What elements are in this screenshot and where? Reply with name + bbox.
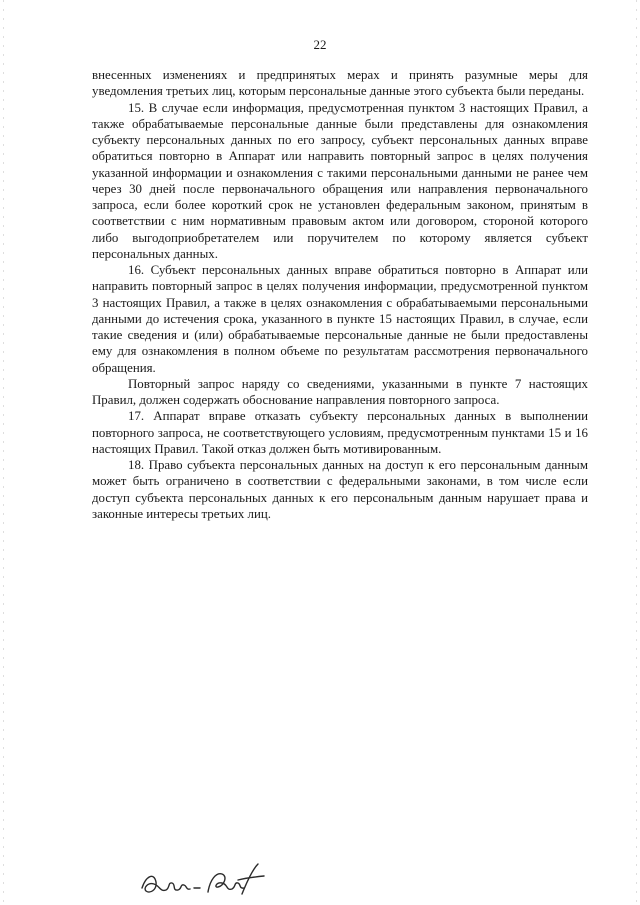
paragraph-18: 18. Право субъекта персональных данных на доступ к его персональным данным может быть ограничено в соответствии с федеральными законами, в том числе если доступ субъекта персональных данных к его персональным данным нарушает права и законные интересы третьих лиц. <box>92 458 588 521</box>
paragraph-15: 15. В случае если информация, предусмотренная пунктом 3 настоящих Правил, а также обрабатываемые персональные данные были представлены для ознакомления субъекту персональных данных по его запросу, субъект персональных данных вправе обратиться повторно в Аппарат или направить повторный запрос в целях получения указанной информации и ознакомления с такими персональными данными не ранее чем через 30 дней после первоначального обращения или направления первоначального запроса, если более короткий срок не установлен федеральным законом, принятым в соответствии с ним нормативным правовым актом или договором, стороной которого либо выгодоприобретателем или поручителем по которому является субъект персональных данных. <box>92 100 588 261</box>
page-number: 22 <box>313 37 327 52</box>
paragraph-continuation: внесенных изменениях и предпринятых мерах и принять разумные меры для уведомления третьих лиц, которым персональные данные этого субъекта были переданы. <box>92 68 588 99</box>
scan-edge-left <box>3 0 4 905</box>
paragraph-repeat-request: Повторный запрос наряду со сведениями, указанными в пункте 7 настоящих Правил, должен содержать обоснование направления повторного запроса. <box>92 376 588 407</box>
body-text <box>92 67 588 522</box>
signature-strokes <box>142 864 264 894</box>
paragraph-17: 17. Аппарат вправе отказать субъекту персональных данных в выполнении повторного запроса, не соответствующего условиям, предусмотренным пунктами 15 и 16 настоящих Правил. Такой отказ должен быть мотивированным. <box>92 409 588 456</box>
scan-edge-right <box>636 0 637 905</box>
paragraph-16: 16. Субъект персональных данных вправе обратиться повторно в Аппарат или направить повторный запрос в целях получения информации, предусмотренной пунктом 3 настоящих Правил, а также в целях ознакомления с обрабатываемыми персональными данными до истечения срока, указанного в пункте 15 настоящих Правил, в случае, если такие сведения и (или) обрабатываемые персональные данные не были предоставлены ему для ознакомления в полном объеме по результатам рассмотрения первоначального обращения. <box>92 263 588 375</box>
handwritten-signature <box>138 858 270 904</box>
